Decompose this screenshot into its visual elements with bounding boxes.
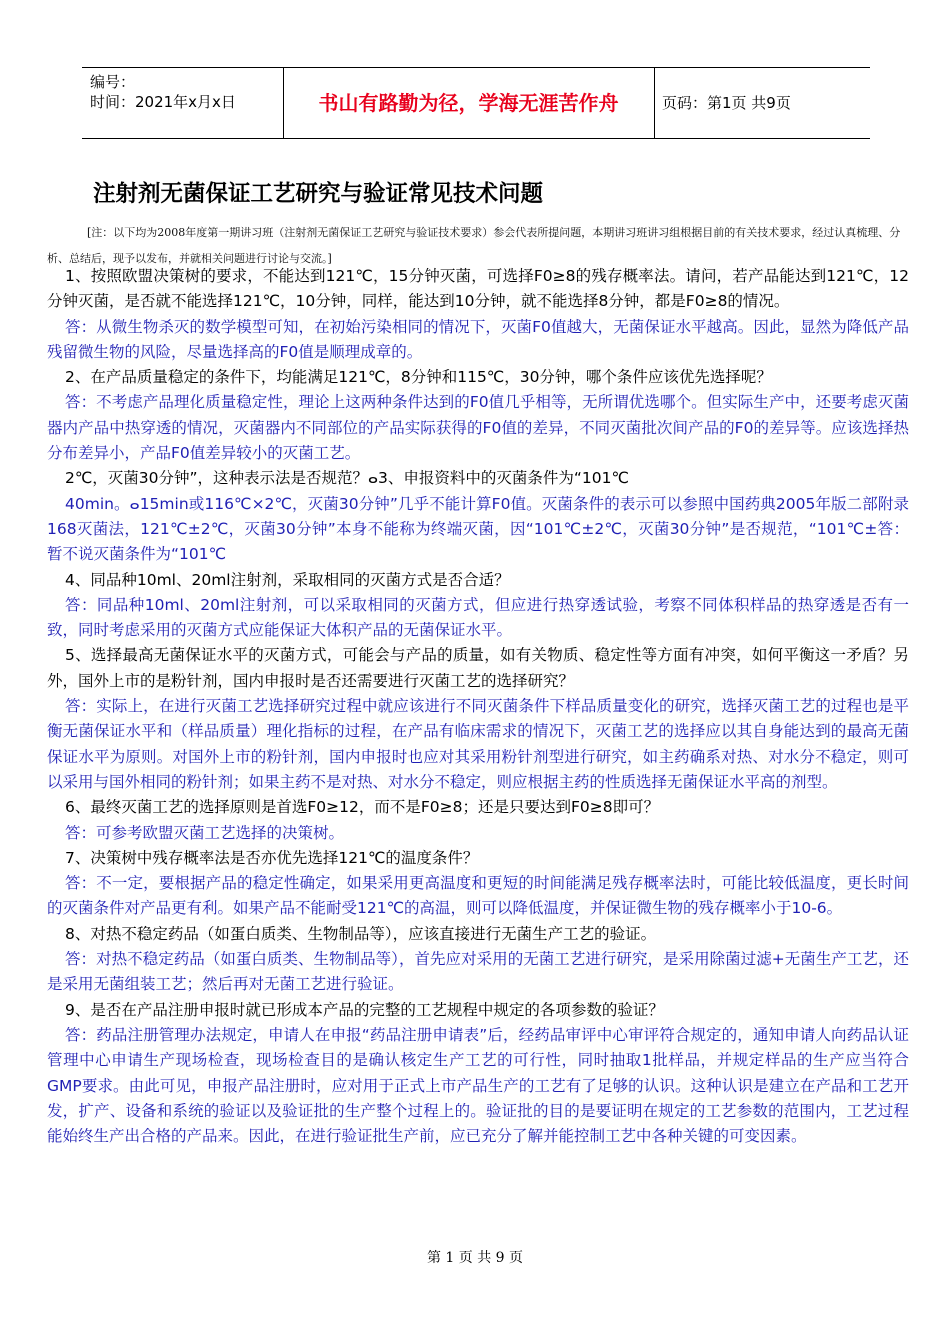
question-paragraph: 2、在产品质量稳定的条件下，均能满足121℃，8分钟和115℃，30分钟，哪个条件应该优先选择呢？ <box>65 368 772 387</box>
answer-paragraph: 答：可参考欧盟灭菌工艺选择的决策树。 <box>65 823 345 842</box>
answer-paragraph: 答：同品种10ml、20ml注射剂，可以采取相同的灭菌方式，但应进行热穿透试验，考察不同体积样品的热穿透是否有一致，同时考虑采用的灭菌方式应能保证大体积产品的无菌保证水平。 <box>47 595 909 640</box>
answer-paragraph: 答：从微生物杀灭的数学模型可知，在初始污染相同的情况下，灭菌F0值越大，无菌保证水平越高。因此，显然为降低产品残留微生物的风险，尽量选择高的F0值是顺理成章的。 <box>47 317 909 361</box>
document-body <box>47 264 909 1149</box>
answer-paragraph: 答：不一定，要根据产品的稳定性确定，如果采用更高温度和更短的时间能满足残存概率法时，可能比较低温度，更长时间的灭菌条件对产品更有利。如果产品不能耐受121℃的高温，则可以降低温度，并保证微生物的残存概率小于10-6。 <box>47 874 909 918</box>
document-time-label: 时间：2021年x月x日 <box>90 93 236 111</box>
document-number-label: 编号： <box>90 73 136 91</box>
question-paragraph: 9、是否在产品注册申报时就已形成本产品的完整的工艺规程中规定的各项参数的验证？ <box>65 1000 664 1019</box>
page-header <box>82 67 870 139</box>
document-title: 注射剂无菌保证工艺研究与验证常见技术问题 <box>93 181 544 207</box>
question-paragraph: 6、最终灭菌工艺的选择原则是首选F0≥12，而不是F0≥8；还是只要达到F0≥8即可？ <box>65 798 660 817</box>
question-paragraph: 4、同品种10ml、20ml注射剂，采取相同的灭菌方式是否合适？ <box>65 570 510 589</box>
page-footer: 第 1 页 共 9 页 <box>426 1250 524 1266</box>
answer-paragraph: 答：实际上，在进行灭菌工艺选择研究过程中就应该进行不同灭菌条件下样品质量变化的研究，选择灭菌工艺的过程也是平衡无菌保证水平和（样品质量）理化指标的过程，在产品有临床需求的情况下，灭菌工艺的选择应以其自身能达到的最高无菌保证水平为原则。对国外上市的粉针剂，国内申报时也应对其采用粉针剂型进行研究，如主药确系对热、对水分不稳定，则可以采用与国外相同的粉针剂；如果主药不是对热、对水分不稳定，则应根据主药的性质选择无菌保证水平高的剂型。 <box>47 697 909 791</box>
document-note: [注：以下均为2008年度第一期讲习班（注射剂无菌保证工艺研究与验证技术要求）参会代表所提问题，本期讲习班讲习组根据目前的有关技术要求，经过认真梳理、分析、总结后，现予以发布，并就相关问题进行讨论与交流。] <box>47 226 901 265</box>
answer-paragraph: 答：药品注册管理办法规定，申请人在申报“药品注册申请表”后，经药品审评中心审评符合规定的，通知申请人向药品认证管理中心申请生产现场检查，现场检查目的是确认核定生产工艺的可行性，同时抽取1批样品，并规定样品的生产应当符合GMP要求。由此可见，申报产品注册时，应对用于正式上市产品生产的工艺有了足够的认识。这种认识是建立在产品和工艺开发，扩产、设备和系统的验证以及验证批的生产整个过程上的。验证批的目的是要证明在规定的工艺参数的范围内，工艺过程能始终生产出合格的产品来。因此，在进行验证批生产前，应已充分了解并能控制工艺中各种关键的可变因素。 <box>47 1025 909 1146</box>
header-motto: 书山有路勤为径，学海无涯苦作舟 <box>318 91 619 115</box>
question-paragraph: 7、决策树中残存概率法是否亦优先选择121℃的温度条件？ <box>65 848 479 867</box>
header-divider <box>654 68 655 138</box>
question-paragraph: 1、按照欧盟决策树的要求，不能达到121℃，15分钟灭菌，可选择F0≥8的残存概率法。请问，若产品能达到121℃，12分钟灭菌，是否就不能选择121℃，10分钟，同样，能达到10分钟，就不能选择8分钟，都是F0≥8的情况。 <box>47 267 909 311</box>
question-paragraph: 5、选择最高无菌保证水平的灭菌方式，可能会与产品的质量，如有关物质、稳定性等方面有冲突，如何平衡这一矛盾？另外，国外上市的是粉针剂，国内申报时是否还需要进行灭菌工艺的选择研究？ <box>47 646 909 690</box>
answer-paragraph: 答：不考虑产品理化质量稳定性，理论上这两种条件达到的F0值几乎相等，无所谓优选哪个。但实际生产中，还要考虑灭菌器内产品中热穿透的情况，灭菌器内不同部位的产品实际获得的F0值的差异，不同灭菌批次间产品的F0的差异等。应该选择热分布差异小，产品F0值差异较小的灭菌工艺。 <box>47 393 909 463</box>
header-meta <box>90 72 280 112</box>
question-paragraph: 8、对热不稳定药品（如蛋白质类、生物制品等），应该直接进行无菌生产工艺的验证。 <box>65 924 657 943</box>
header-page-label: 页码：第1页 共9页 <box>662 94 791 112</box>
question-paragraph: 2℃，灭菌30分钟”，这种表示法是否规范？ⴰ3、申报资料中的灭菌条件为“101℃ <box>65 469 629 488</box>
answer-paragraph: 答：对热不稳定药品（如蛋白质类、生物制品等），首先应对采用的无菌工艺进行研究，是采用除菌过滤+无菌生产工艺，还是采用无菌组装工艺；然后再对无菌工艺进行验证。 <box>47 950 909 994</box>
answer-paragraph: 40min。ⴰ15min或116℃×2℃，灭菌30分钟”几乎不能计算F0值。灭菌条件的表示可以参照中国药典2005年版二部附录168灭菌法，121℃±2℃，灭菌30分钟”本身不能称为终端灭菌，因“101℃±2℃，灭菌30分钟”是否规范，“101℃±答：暂不说灭菌条件为“101℃ <box>47 494 909 564</box>
